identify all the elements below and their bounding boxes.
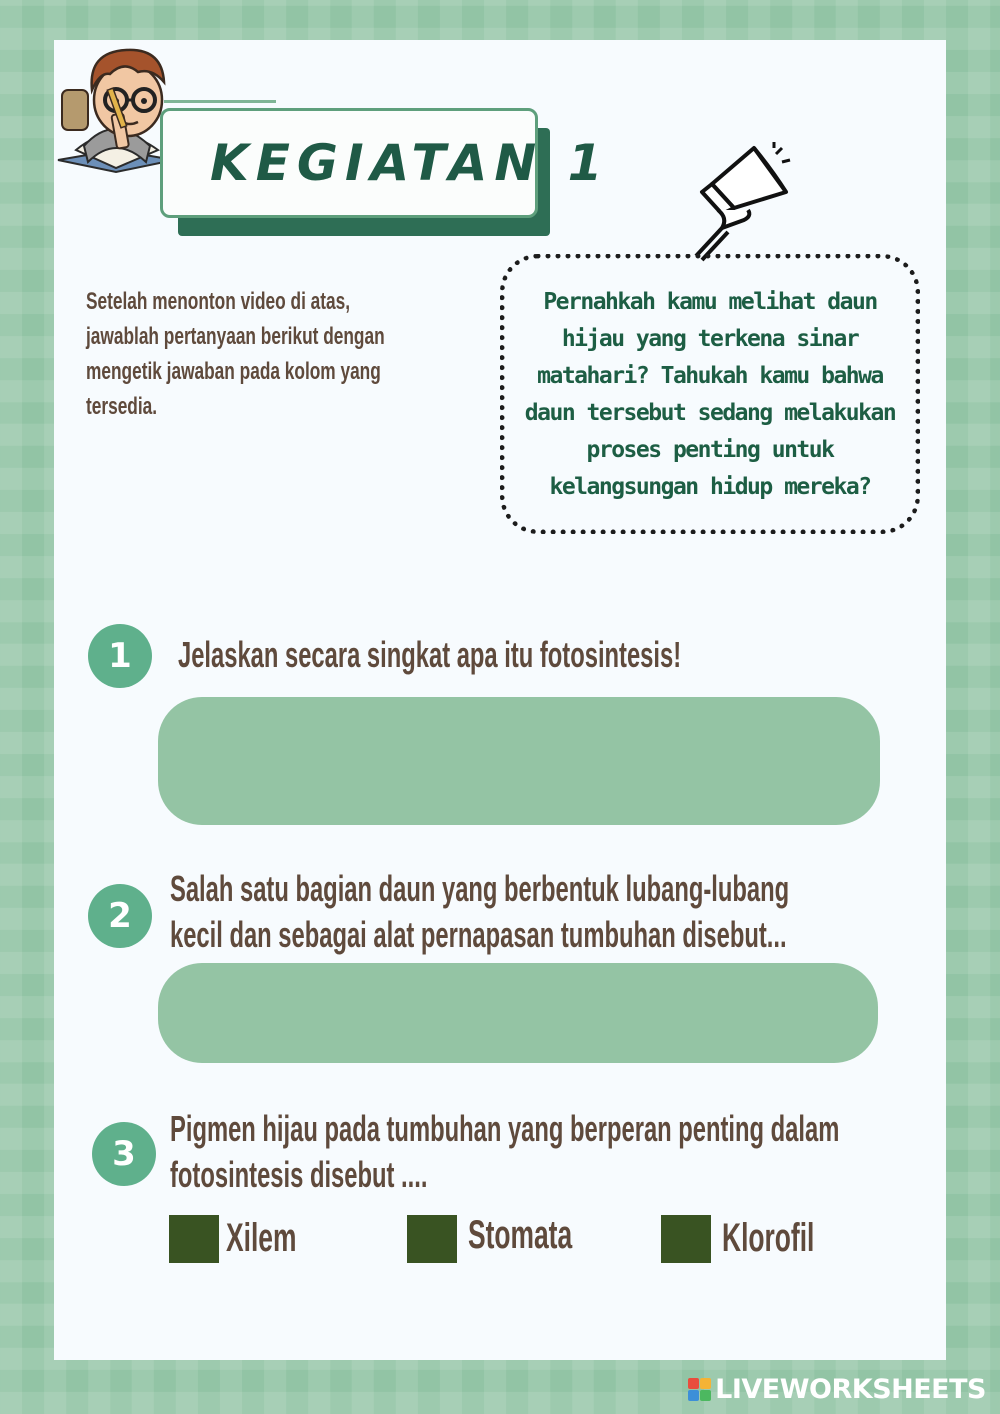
title-accent-line <box>164 100 276 103</box>
instructions-line: Setelah menonton video di atas, <box>86 288 351 315</box>
instructions-text <box>86 284 546 424</box>
question-1-line: Jelaskan secara singkat apa itu fotosintesis! <box>178 634 682 675</box>
question-2-line: Salah satu bagian daun yang berbentuk lubang-lubang <box>170 868 790 909</box>
option-xilem-label <box>226 1214 333 1262</box>
liveworksheets-logo-icon <box>688 1378 711 1401</box>
question-number-3: 3 <box>92 1122 156 1186</box>
question-1-text <box>178 632 940 678</box>
question-3-line: fotosintesis disebut .... <box>170 1154 428 1195</box>
question-number-2: 2 <box>88 884 152 948</box>
option-klorofil-checkbox[interactable] <box>661 1215 711 1263</box>
option-stomata-label <box>468 1211 626 1259</box>
option-klorofil-label <box>722 1214 862 1262</box>
question-3-line: Pigmen hijau pada tumbuhan yang berperan penting dalam <box>170 1108 840 1149</box>
callout-line: kelangsungan hidup mereka? <box>549 474 871 500</box>
instructions-line: jawablah pertanyaan berikut dengan <box>86 323 385 350</box>
instructions-line: mengetik jawaban pada kolom yang <box>86 358 381 385</box>
callout-line: Pernahkah kamu melihat daun <box>543 289 877 315</box>
callout-line: hijau yang terkena sinar <box>561 326 859 352</box>
callout-text <box>506 284 914 506</box>
instructions-line: tersedia. <box>86 393 158 420</box>
question-3-text <box>170 1106 1000 1198</box>
liveworksheets-brand[interactable] <box>688 1372 986 1406</box>
option-text: Klorofil <box>722 1216 815 1260</box>
question-2-line: kecil dan sebagai alat pernapasan tumbuhan disebut... <box>170 914 787 955</box>
option-stomata-checkbox[interactable] <box>407 1215 457 1263</box>
answer-2-field[interactable] <box>158 963 878 1063</box>
option-text: Stomata <box>468 1213 573 1257</box>
page-title: KEGIATAN 1 <box>210 134 610 192</box>
question-number-1: 1 <box>88 624 152 688</box>
option-text: Xilem <box>226 1216 297 1260</box>
option-xilem-checkbox[interactable] <box>169 1215 219 1263</box>
callout-line: daun tersebut sedang melakukan <box>524 400 896 426</box>
question-2-text <box>170 866 1000 958</box>
answer-1-field[interactable] <box>158 697 880 825</box>
callout-line: matahari? Tahukah kamu bahwa <box>537 363 883 389</box>
brand-text: LIVEWORKSHEETS <box>715 1373 986 1405</box>
megaphone-icon <box>688 140 798 264</box>
callout-line: proses penting untuk <box>586 437 834 463</box>
